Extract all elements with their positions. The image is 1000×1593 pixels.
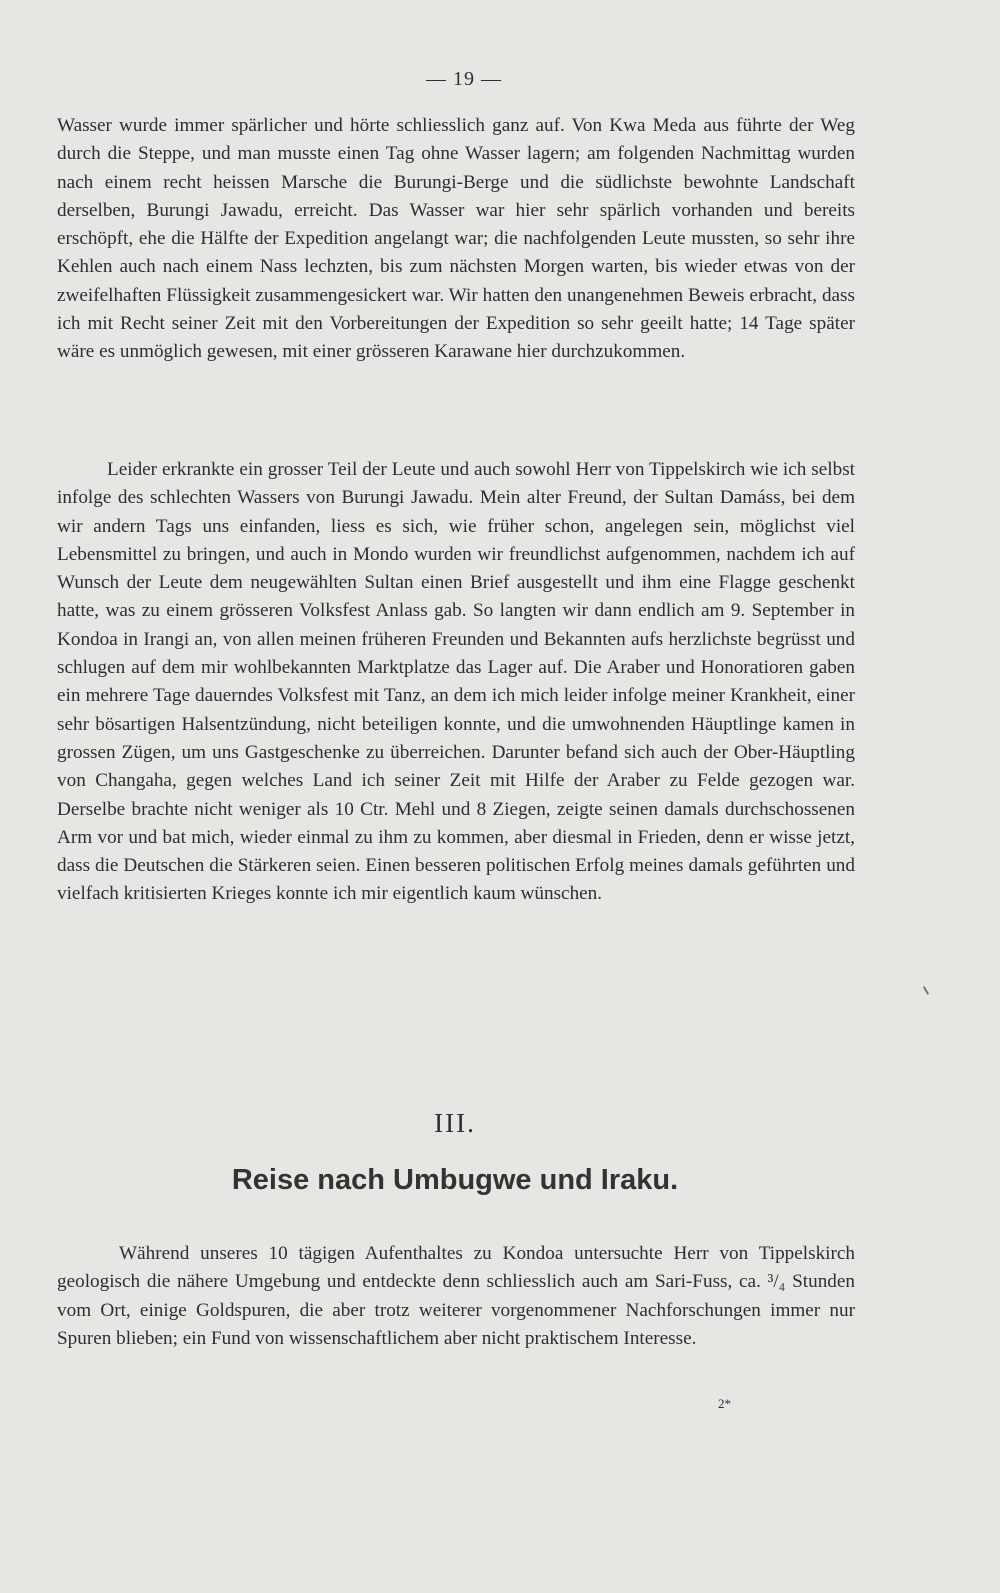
page-number: — 19 — <box>426 68 502 90</box>
paragraph-2: Leider erkrankte ein grosser Teil der Leute und auch sowohl Herr von Tippelskirch wie ich selbst infolge des schlechten Wassers von Burungi Jawadu. Mein alter Freund, der Sultan Damáss, bei dem wir andern Tags uns einfanden, liess es sich, wie früher schon, angelegen sein, möglichst viel Lebensmittel zu bringen, und auch in Mondo wurden wir freundlichst aufgenommen, nachdem ich auf Wunsch der Leute dem neugewählten Sultan einen Brief ausgestellt und ihm eine Flagge geschenkt hatte, was zu einem grösseren Volksfest Anlass gab. So langten wir dann endlich am 9. September in Kondoa in Irangi an, von allen meinen früheren Freunden und Bekannten aufs herzlichste begrüsst und schlugen auf dem mir wohlbekannten Marktplatze das Lager auf. Die Araber und Honoratioren gaben ein mehrere Tage dauerndes Volksfest mit Tanz, an dem ich mich leider infolge meiner Krankheit, einer sehr bösartigen Halsentzündung, nicht beteiligen konnte, und die umwohnenden Häuptlinge kamen in grossen Zügen, um uns Gastgeschenke zu überreichen. Darunter befand sich auch der Ober-Häuptling von Changaha, gegen welches Land ich seiner Zeit mit Hilfe der Araber zu Felde gezogen war. Derselbe brachte nicht weniger als 10 Ctr. Mehl und 8 Ziegen, zeigte seinen damals durchschossenen Arm vor und bat mich, wieder einmal zu ihm zu kommen, aber diesmal in Frieden, denn er wisse jetzt, dass die Deutschen die Stärkeren seien. Einen besseren politischen Erfolg meines damals geführten und vielfach kritisierten Krieges konnte ich mir eigentlich kaum wünschen. <box>57 459 855 905</box>
paragraph-1: Wasser wurde immer spärlicher und hörte schliesslich ganz auf. Von Kwa Meda aus führte der Weg durch die Steppe, und man musste einen Tag ohne Wasser lagern; am folgenden Nachmittag wurden nach einem recht heissen Marsche die Burungi-Berge und die südlichste bewohnte Landschaft derselben, Burungi Jawadu, erreicht. Das Wasser war hier sehr spärlich vorhanden und bereits erschöpft, ehe die Hälfte der Expedition angelangt war; die nachfolgenden Leute mussten, so sehr ihre Kehlen auch nach einem Nass lechzten, bis zum nächsten Morgen warten, bis wieder etwas von der zweifelhaften Flüssigkeit zusammengesickert war. Wir hatten den unangenehmen Beweis erbracht, dass ich mit Recht seiner Zeit mit den Vorbereitungen der Expedition so sehr geeilt hatte; 14 Tage später wäre es unmöglich gewesen, mit einer grösseren Karawane hier durchzukommen. <box>57 115 855 363</box>
section-number: III. <box>434 1108 476 1138</box>
paragraph-3: Während unseres 10 tägigen Aufenthaltes zu Kondoa untersuchte Herr von Tippelskirch geologisch die nähere Umgebung und entdeckte denn schliesslich auch am Sari-Fuss, ca. ³/₄ Stunden vom Ort, einige Goldspuren, die aber trotz weiterer vorgenommener Nachforschungen immer nur Spuren blieben; ein Fund von wissenschaftlichem aber nicht praktischem Interesse. <box>57 1243 855 1349</box>
stray-print-mark <box>923 986 929 995</box>
signature-mark: 2* <box>718 1396 731 1411</box>
chapter-title: Reise nach Umbugwe und Iraku. <box>231 1164 679 1196</box>
